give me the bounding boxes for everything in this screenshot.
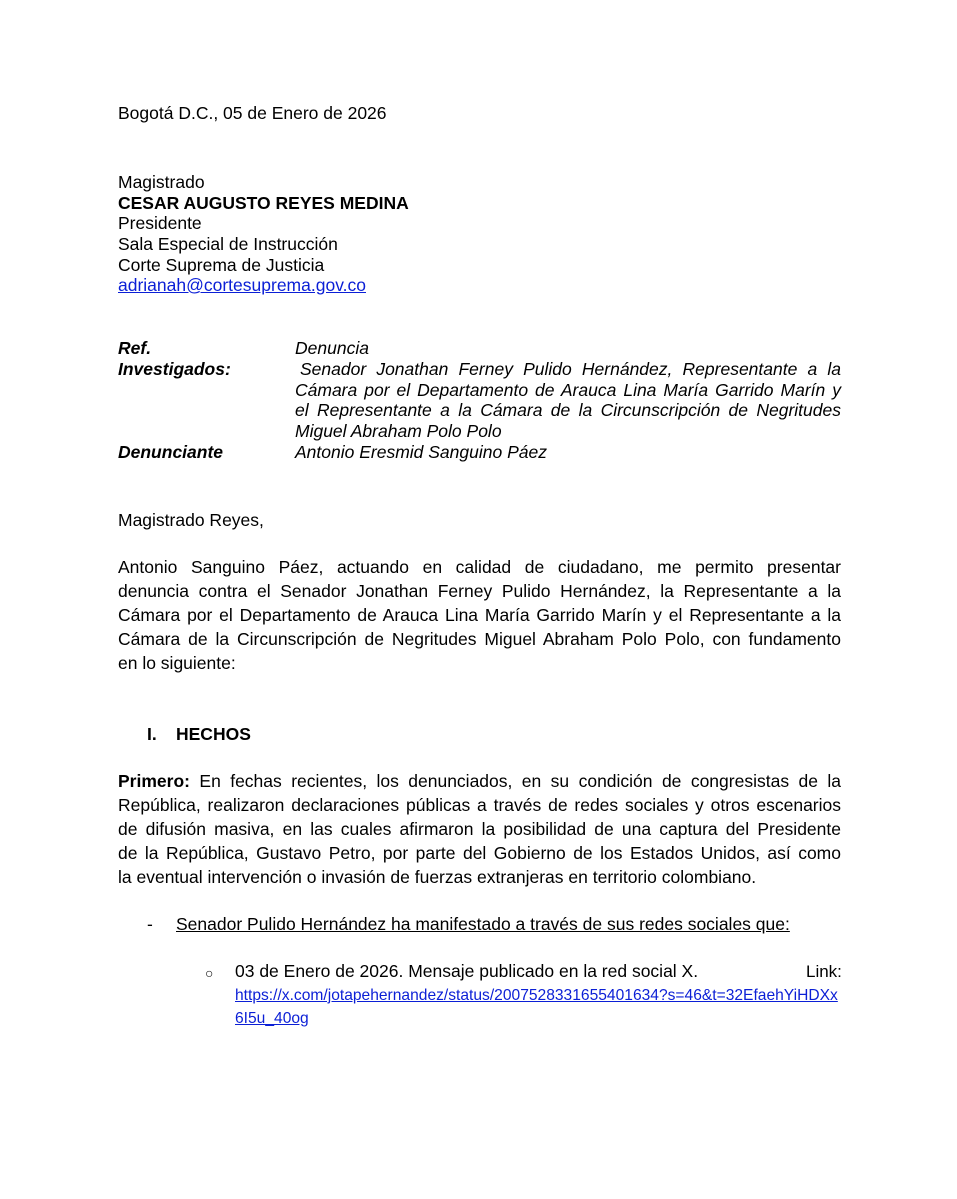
primero-line-3: de difusión masiva, en las cuales afirmaron la posibilidad de una captura del Presidente: [118, 819, 841, 839]
addressee-name: CESAR AUGUSTO REYES MEDINA: [118, 193, 409, 213]
intro-line-4: Cámara de la Circunscripción de Negritudes Miguel Abraham Polo Polo, con fundamento: [118, 629, 841, 649]
salutation: Magistrado Reyes,: [118, 510, 264, 530]
addressee-court: Corte Suprema de Justicia: [118, 255, 325, 275]
investigados-line-3: el Representante a la Cámara de la Circunscripción de Negritudes: [295, 400, 841, 420]
sub-bullet-marker: ○: [205, 965, 214, 981]
investigados-label: Investigados:: [118, 359, 231, 379]
primero-first-line: En fechas recientes, los denunciados, en su condición de congresistas de la: [199, 771, 841, 791]
primero-line-5: la eventual intervención o invasión de fuerzas extranjeras en territorio colombiano.: [118, 867, 757, 887]
intro-line-5: en lo siguiente:: [118, 653, 236, 673]
bullet-text: Senador Pulido Hernández ha manifestado a través de sus redes sociales que:: [176, 914, 790, 934]
sub-bullet-text: 03 de Enero de 2026. Mensaje publicado en la red social X.: [235, 961, 699, 981]
primero-line-2: República, realizaron declaraciones públicas a través de redes sociales y otros escenarios: [118, 795, 841, 815]
investigados-line-1: Senador Jonathan Ferney Pulido Hernández, Representante a la: [300, 359, 841, 379]
sub-bullet-link-label: Link:: [806, 962, 842, 981]
section-number: I.: [147, 724, 157, 744]
intro-line-2: denuncia contra el Senador Jonathan Ferney Pulido Hernández, la Representante a la: [118, 581, 841, 601]
intro-line-1: Antonio Sanguino Páez, actuando en calidad de ciudadano, me permito presentar: [118, 557, 841, 577]
denunciante-label: Denunciante: [118, 442, 224, 462]
addressee-title: Magistrado: [118, 172, 205, 192]
section-title: HECHOS: [176, 724, 251, 744]
ref-value: Denuncia: [295, 338, 369, 358]
investigados-line-2: Cámara por el Departamento de Arauca Lina María Garrido Marín y: [295, 380, 841, 400]
denunciante-value: Antonio Eresmid Sanguino Páez: [295, 442, 547, 462]
addressee-email-link[interactable]: adrianah@cortesuprema.gov.co: [118, 275, 366, 295]
ref-label: Ref.: [118, 338, 152, 358]
bullet-marker: -: [147, 914, 153, 934]
intro-line-3: Cámara por el Departamento de Arauca Lina María Garrido Marín y el Representante a la: [118, 605, 841, 625]
date-line: Bogotá D.C., 05 de Enero de 2026: [118, 103, 387, 123]
tweet-url-link-continued[interactable]: 6I5u_40og: [235, 1010, 309, 1027]
tweet-url-link[interactable]: https://x.com/jotapehernandez/status/2007528331655401634?s=46&t=32EfaehYiHDXx: [235, 987, 838, 1004]
primero-line-4: de la República, Gustavo Petro, por parte del Gobierno de los Estados Unidos, así como: [118, 843, 841, 863]
primero-line-1: [118, 771, 841, 792]
investigados-line-4: Miguel Abraham Polo Polo: [295, 421, 502, 441]
primero-label: Primero:: [118, 771, 190, 791]
addressee-role: Presidente: [118, 213, 202, 233]
addressee-office: Sala Especial de Instrucción: [118, 234, 338, 254]
